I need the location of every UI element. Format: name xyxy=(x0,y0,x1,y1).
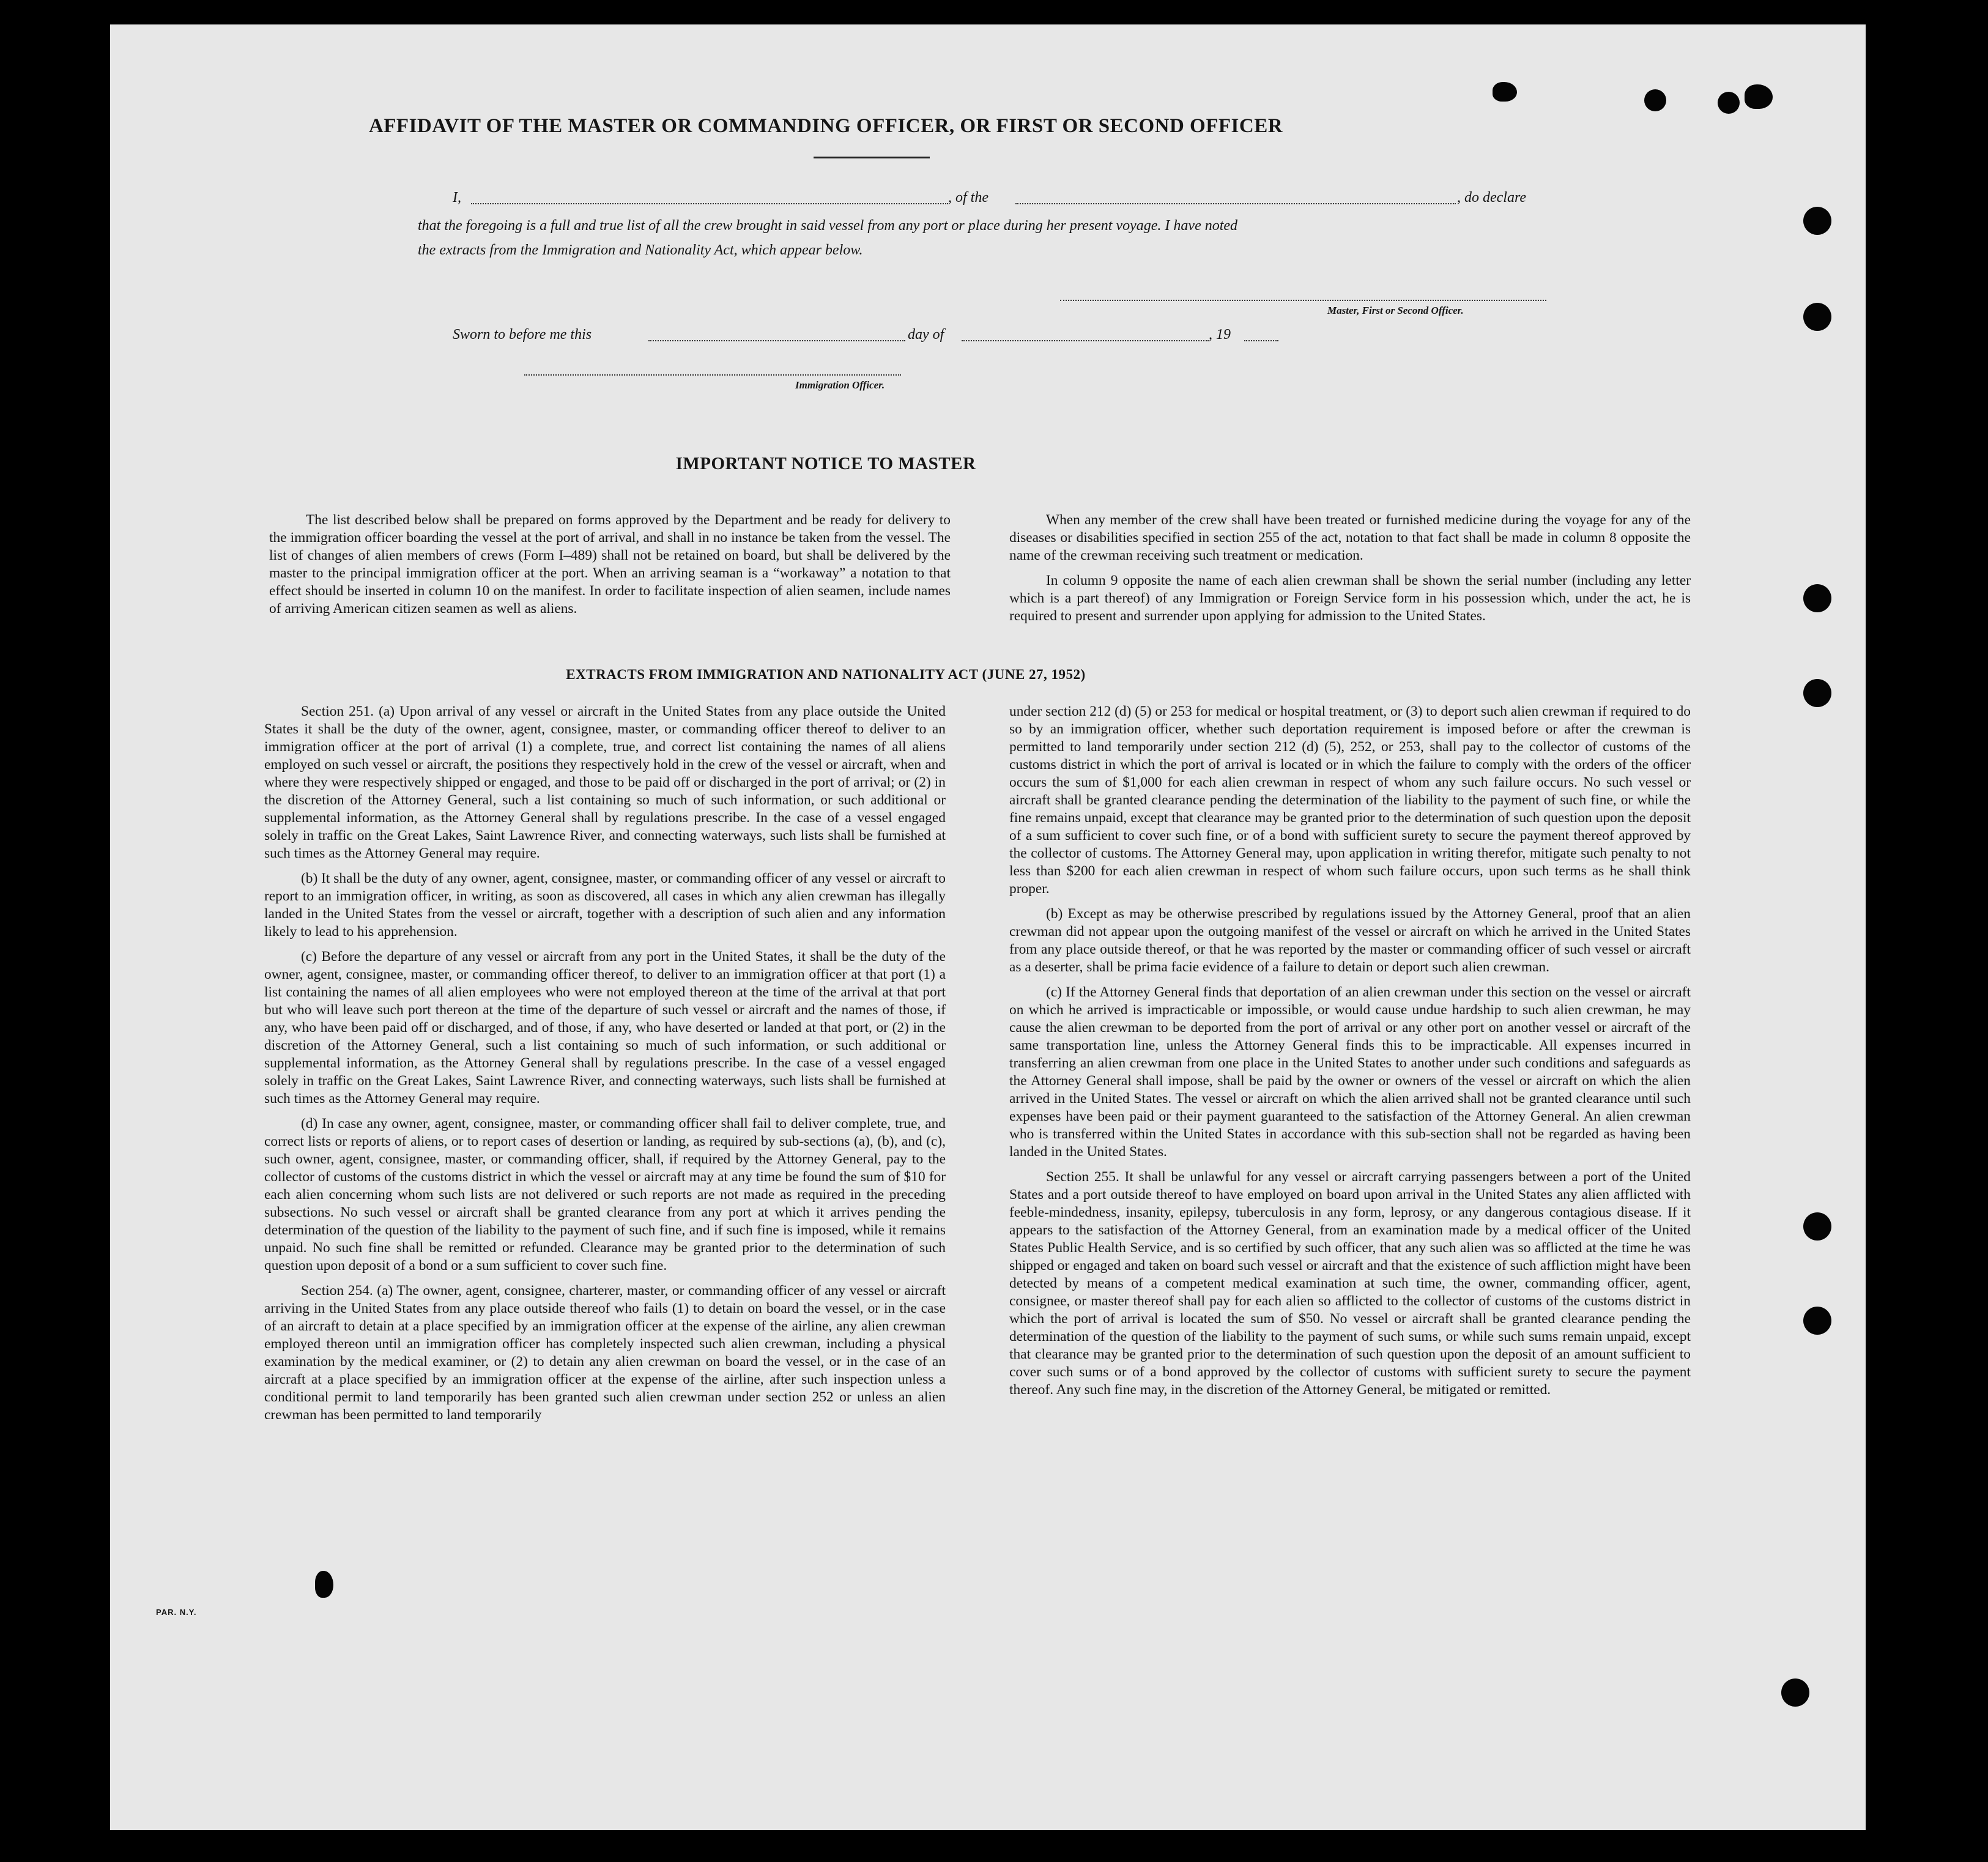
printer-mark: PAR. N.Y. xyxy=(156,1608,197,1617)
declaration-line-2: that the foregoing is a full and true list of all the crew brought in said vessel from any port or place during her present voyage. I have noted xyxy=(418,218,1238,234)
notice-title: IMPORTANT NOTICE TO MASTER xyxy=(675,454,976,473)
sworn-year-field[interactable] xyxy=(1244,340,1278,341)
section-paragraph: Section 254. (a) The owner, agent, consignee, charterer, master, or commanding officer of any vessel or aircraft arriving in the United States from any place outside thereof who fails (1) to detain on board the vessel, or in the case of an aircraft to detain at a place specified by an immigration officer at the expense of the airline, any alien crewman employed thereon until an immigration officer has completely inspected such alien crewman, including a physical examination by the medical examiner, or (2) to detain any alien crewman on board the vessel, or in the case of an aircraft at a place specified by an immigration officer at the expense of the airline, after such inspection unless a conditional permit to land temporarily has been granted such alien crewman under section 252 or unless an alien crewman has been permitted to land temporarily xyxy=(264,1283,946,1423)
declaration-line-3: the extracts from the Immigration and Nationality Act, which appear below. xyxy=(418,242,863,258)
notice-paragraph: When any member of the crew shall have been treated or furnished medicine during the voyage for any of the diseases or disabilities specified in section 255 of the act, notation to that fact shall be made in column 8 opposite the name of the crewman receiving such treatment or medication. xyxy=(1009,512,1691,563)
extracts-left-column xyxy=(264,703,946,1424)
notice-paragraph: In column 9 opposite the name of each alien crewman shall be shown the serial number (including any letter which is a part thereof) of any Immigration or Foreign Service form in his possession which, under the act, he is required to present and surrender upon applying for admission to the United States. xyxy=(1009,573,1691,624)
punch-hole xyxy=(1803,207,1831,235)
punch-hole xyxy=(1803,303,1831,331)
punch-hole xyxy=(1803,584,1831,612)
officer-caption: Immigration Officer. xyxy=(795,379,885,391)
punch-hole xyxy=(1718,92,1740,114)
vessel-label: , of the xyxy=(948,190,988,206)
notice-paragraph: The list described below shall be prepared on forms approved by the Department and be ready for delivery to the immigration officer boarding the vessel at the port of arrival, and shall in no instance be taken from the vessel. The list of changes of alien members of crews (Form I–489) shall not be retained on board, but shall be delivered by the master to the principal immigration officer at the port. When an arriving seaman is a “workaway” a notation to that effect should be inserted in column 10 on the manifest. In order to facilitate inspection of alien seamen, include names of arriving American citizen seamen as well as aliens. xyxy=(269,512,951,617)
sworn-month-field[interactable] xyxy=(962,340,1209,341)
punch-hole xyxy=(1644,89,1666,111)
section-paragraph: Section 251. (a) Upon arrival of any vessel or aircraft in the United States from any place outside the United States it shall be the duty of the owner, agent, consignee, master, or commanding officer thereof to deliver to an immigration officer at the port of arrival (1) a complete, true, and correct list containing the names of all aliens employed on such vessel or aircraft, the positions they respectively hold in the crew of the vessel or aircraft, when and where they were respectively shipped or engaged, and those to be paid off or discharged in the port of arrival; or (2) in the discretion of the Attorney General, such a list containing so much of such information, or such additional or supplemental information, as the Attorney General shall by regulations prescribe. In the case of a vessel engaged solely in traffic on the Great Lakes, Saint Lawrence River, and connecting waterways, such lists shall be furnished at such times as the Attorney General may require. xyxy=(264,703,946,861)
extracts-right-column xyxy=(1009,703,1691,1399)
punch-hole xyxy=(1803,679,1831,707)
master-caption: Master, First or Second Officer. xyxy=(1327,305,1464,316)
vessel-name-field[interactable] xyxy=(1015,203,1456,204)
year-label: , 19 xyxy=(1209,327,1231,343)
section-paragraph: (c) Before the departure of any vessel or aircraft from any port in the United States, it shall be the duty of the owner, agent, consignee, master, or commanding officer thereof, to deliver to an immigration officer at that port (1) a list containing the names of all alien employees who were not employed thereon at the time of the arrival at that port but who will leave such port thereon at the time of the departure of such vessel or aircraft and the names of those, if any, who have been paid off or discharged, and of those, if any, who have deserted or landed at that port, or (2) in the discretion of the Attorney General, such a list containing so much of such information, or such additional or supplemental information, as the Attorney General shall by regulations prescribe. In the case of a vessel engaged solely in traffic on the Great Lakes, Saint Lawrence River, and connecting waterways, such lists shall be furnished at such times as the Attorney General may require. xyxy=(264,949,946,1107)
master-signature-field[interactable] xyxy=(1060,300,1546,301)
punch-hole xyxy=(1803,1307,1831,1335)
day-of-label: day of xyxy=(908,327,944,343)
extracts-title: EXTRACTS FROM IMMIGRATION AND NATIONALITY ACT (JUNE 27, 1952) xyxy=(566,667,1086,682)
section-paragraph: (d) In case any owner, agent, consignee, master, or commanding officer shall fail to deliver complete, true, and correct lists or reports of aliens, or to report cases of desertion or landing, as required by sub-sections (a), (b), and (c), such owner, agent, consignee, master, or commanding officer, shall, if required by the Attorney General, pay to the collector of customs of the customs district in which the vessel or aircraft may at any time be found the sum of $10 for each alien concerning whom such lists are not delivered or such reports are not made as required in the preceding subsections. No such vessel or aircraft shall be granted clearance from any port at which it arrives pending the determination of the question of the liability to the payment of such fine, and if such fine is imposed, while it remains unpaid. No such fine shall be remitted or refunded. Clearance may be granted prior to the determination of such question upon deposit of a bond or a sum sufficient to cover such fine. xyxy=(264,1116,946,1274)
ink-blot xyxy=(315,1571,333,1598)
officer-signature-field[interactable] xyxy=(524,374,901,376)
sworn-label: Sworn to before me this xyxy=(453,327,592,343)
section-paragraph: (b) It shall be the duty of any owner, agent, consignee, master, or commanding officer of any vessel or aircraft to report to an immigration officer, in writing, as soon as discovered, all cases in which any alien crewman has illegally landed in the United States from the vessel or aircraft, together with a description of such alien and any information likely to lead to his apprehension. xyxy=(264,870,946,940)
ink-blot xyxy=(1745,84,1773,109)
declarant-label: I, xyxy=(453,190,461,206)
section-paragraph: (c) If the Attorney General finds that deportation of an alien crewman under this section on the vessel or aircraft on which he arrived is impracticable or impossible, or would cause undue hardship to such alien crewman, he may cause the alien crewman to be deported from the port of arrival or any other port on another vessel or aircraft of the same transportation line, unless the Attorney General finds this to be impracticable. All expenses incurred in transferring an alien crewman from one place in the United States to another under such conditions and safeguards as the Attorney General shall impose, shall be paid by the owner or owners of the vessel or aircraft on which the alien arrived in the United States. The vessel or aircraft on which the alien arrived shall not be granted clearance until such expenses have been paid or their payment guaranteed to the satisfaction of the Attorney General. An alien crewman who is transferred within the United States in accordance with this sub-section shall not be regarded as having been landed in the United States. xyxy=(1009,984,1691,1160)
declarant-name-field[interactable] xyxy=(471,203,948,204)
sworn-date-field[interactable] xyxy=(648,340,905,341)
declare-label: , do declare xyxy=(1457,190,1527,206)
title-divider xyxy=(814,157,930,158)
section-paragraph: Section 255. It shall be unlawful for any vessel or aircraft carrying passengers between a port of the United States and a port outside thereof to have employed on board upon arrival in the United States any alien afflicted with feeble-mindedness, insanity, epilepsy, tuberculosis in any form, leprosy, or any dangerous contagious disease. If it appears to the satisfaction of the Attorney General, from an examination made by a medical officer of the United States Public Health Service, and is so certified by such officer, that any such alien was so afflicted at the time he was shipped or engaged and taken on board such vessel or aircraft and that the existence of such affliction might have been detected by means of a competent medical examination at such time, the owner, commanding officer, agent, consignee, or master thereof shall pay for each alien so afflicted to the collector of customs of the customs district in which the port of arrival is located the sum of $50. No vessel or aircraft shall be granted clearance pending the determination of the question of the liability to the payment of such sums, or while such sums remain unpaid, except that clearance may be granted prior to the determination of such question upon the deposit of an amount sufficient to cover such sums or of a bond approved by the collector of customs with sufficient surety to secure the payment thereof. Any such fine may, in the discretion of the Attorney General, be mitigated or remitted. xyxy=(1009,1169,1691,1398)
punch-hole xyxy=(1781,1678,1809,1707)
notice-left-column xyxy=(269,511,951,618)
affidavit-title: AFFIDAVIT OF THE MASTER OR COMMANDING OFFICER, OR FIRST OR SECOND OFFICER xyxy=(368,115,1283,137)
notice-right-column xyxy=(1009,511,1691,625)
punch-hole xyxy=(1803,1212,1831,1241)
section-paragraph: (b) Except as may be otherwise prescribed by regulations issued by the Attorney General, proof that an alien crewman did not appear upon the outgoing manifest of the vessel or aircraft on which he arrived in the United States from any place outside thereof, or that he was reported by the master or commanding officer of such vessel or aircraft as a deserter, shall be prima facie evidence of a failure to detain or deport such alien crewman. xyxy=(1009,906,1691,975)
ink-blot xyxy=(1493,82,1517,102)
section-paragraph: under section 212 (d) (5) or 253 for medical or hospital treatment, or (3) to deport such alien crewman if required to do so by an immigration officer, whether such deportation requirement is imposed before or after the crewman is permitted to land temporarily under section 212 (d) (5), 252, or 253, shall pay to the collector of customs of the customs district in which the port of arrival is located or in which the failure to comply with the orders of the officer occurs the sum of $1,000 for each alien crewman in respect of whom any such failure occurs. No such vessel or aircraft shall be granted clearance pending the determination of the liability to the payment of such fine, or while the fine remains unpaid, except that clearance may be granted prior to the determination of such question upon the deposit of a sum sufficient to cover such fine, or of a bond with sufficient surety to secure the payment thereof approved by the collector of customs. The Attorney General may, upon application in writing therefor, mitigate such penalty to not less than $200 for each alien crewman in respect of whom such failure occurs, upon such terms as he shall think proper. xyxy=(1009,703,1691,897)
